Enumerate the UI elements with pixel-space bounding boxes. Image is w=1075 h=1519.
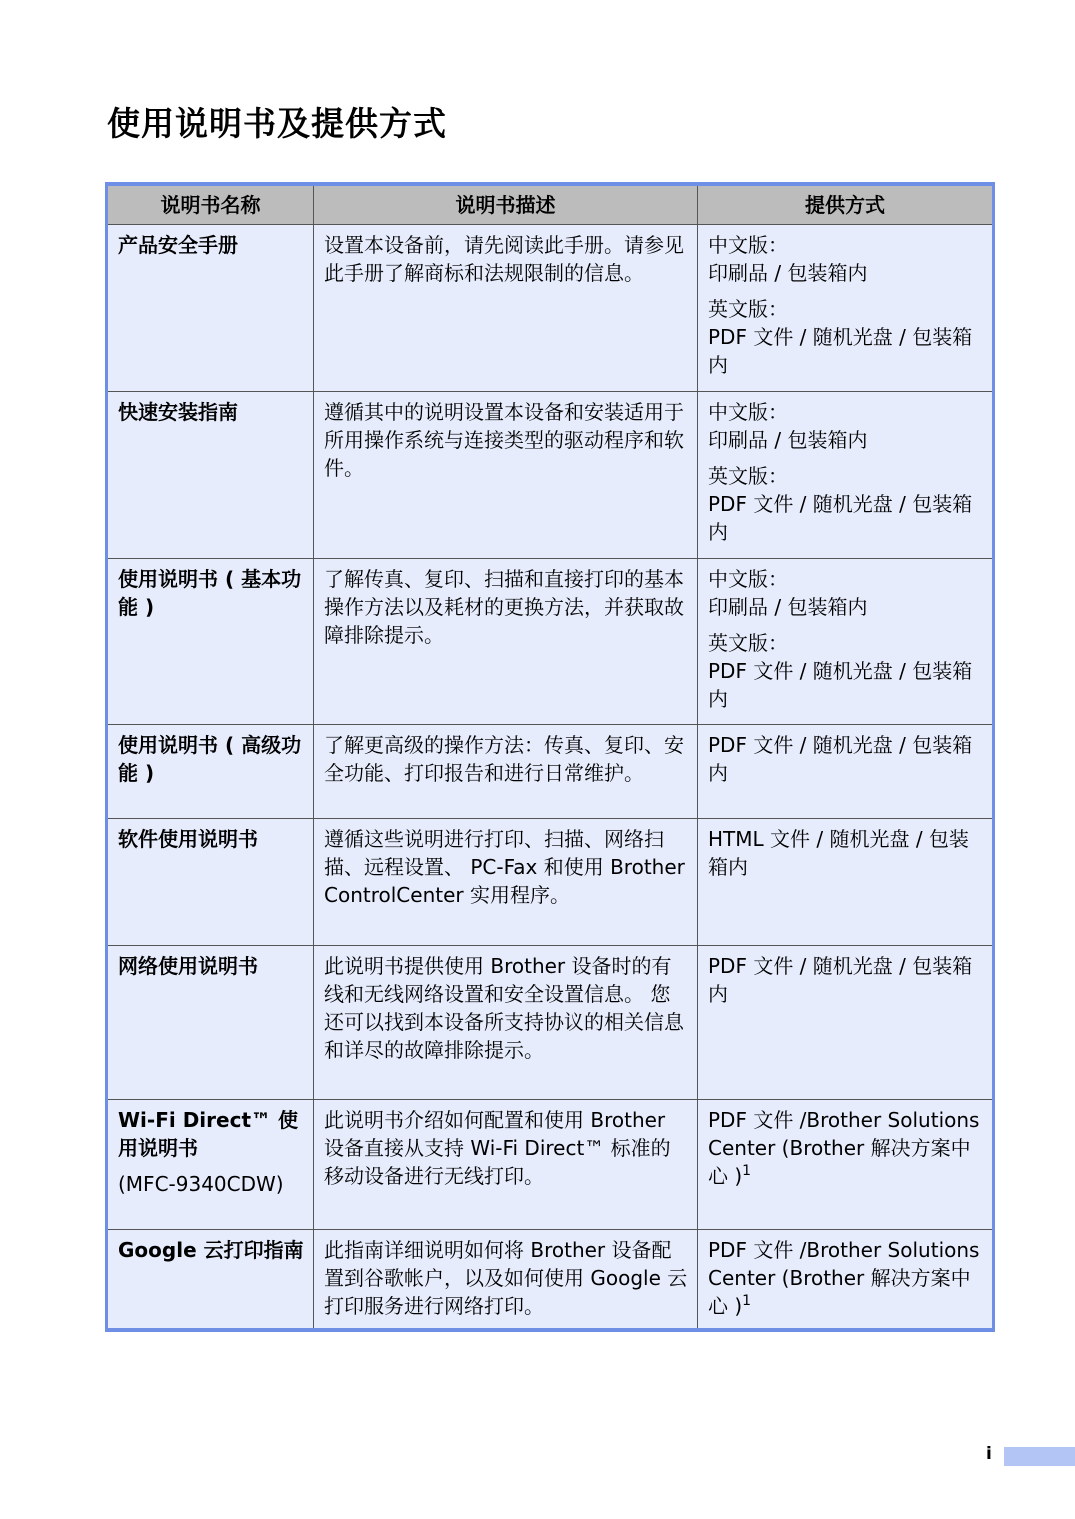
- manual-description: 此指南详细说明如何将 Brother 设备配置到谷歌帐户，以及如何使用 Google 云打印服务进行网络打印。: [314, 1230, 698, 1330]
- delivery-method: [698, 1100, 994, 1230]
- page-tab-marker: [1004, 1447, 1075, 1466]
- header-manual-name: 说明书名称: [107, 184, 314, 225]
- table-row: [107, 1230, 994, 1330]
- chinese-edition-label: 中文版：: [708, 567, 788, 591]
- delivery-method: [698, 559, 994, 725]
- english-edition-value: PDF 文件 / 随机光盘 / 包装箱内: [708, 492, 973, 544]
- manual-name: 快速安装指南: [107, 392, 314, 559]
- delivery-method: PDF 文件 / 随机光盘 / 包装箱内: [698, 725, 994, 819]
- header-manual-description: 说明书描述: [314, 184, 698, 225]
- manual-name: 产品安全手册: [107, 225, 314, 392]
- footnote-marker[interactable]: 1: [742, 1293, 752, 1309]
- table-row: [107, 559, 994, 725]
- manual-description: 此说明书提供使用 Brother 设备时的有线和无线网络设置和安全设置信息。 您还可以找到本设备所支持协议的相关信息和详尽的故障排除提示。: [314, 946, 698, 1100]
- delivery-method: [698, 392, 994, 559]
- chinese-edition-value: 印刷品 / 包装箱内: [708, 595, 868, 619]
- english-edition-label: 英文版：: [708, 297, 788, 321]
- footnote-marker[interactable]: 1: [742, 1163, 752, 1179]
- page-number: i: [986, 1444, 992, 1464]
- manual-name: 使用说明书 ( 高级功能 ): [107, 725, 314, 819]
- manual-name: 网络使用说明书: [107, 946, 314, 1100]
- english-edition-value: PDF 文件 / 随机光盘 / 包装箱内: [708, 659, 973, 711]
- table-row: [107, 946, 994, 1100]
- manual-description: 了解更高级的操作方法：传真、复印、安全功能、打印报告和进行日常维护。: [314, 725, 698, 819]
- delivery-method: [698, 1230, 994, 1330]
- manual-description: 了解传真、复印、扫描和直接打印的基本操作方法以及耗材的更换方法，并获取故障排除提示。: [314, 559, 698, 725]
- manual-description: 遵循其中的说明设置本设备和安装适用于所用操作系统与连接类型的驱动程序和软件。: [314, 392, 698, 559]
- delivery-method: HTML 文件 / 随机光盘 / 包装箱内: [698, 819, 994, 946]
- page-title: 使用说明书及提供方式: [107, 104, 447, 143]
- manual-description: 遵循这些说明进行打印、扫描、网络扫描、远程设置、 PC-Fax 和使用 Brother ControlCenter 实用程序。: [314, 819, 698, 946]
- chinese-edition-label: 中文版：: [708, 400, 788, 424]
- chinese-edition-value: 印刷品 / 包装箱内: [708, 261, 868, 285]
- header-delivery-method: 提供方式: [698, 184, 994, 225]
- manual-description: 设置本设备前，请先阅读此手册。请参见此手册了解商标和法规限制的信息。: [314, 225, 698, 392]
- delivery-method: [698, 225, 994, 392]
- english-edition-label: 英文版：: [708, 464, 788, 488]
- model-number: (MFC-9340CDW): [118, 1172, 284, 1196]
- english-edition-value: PDF 文件 / 随机光盘 / 包装箱内: [708, 325, 973, 377]
- manual-name: 使用说明书 ( 基本功能 ): [107, 559, 314, 725]
- table-header-row: [107, 184, 994, 225]
- manual-name: 软件使用说明书: [107, 819, 314, 946]
- delivery-text: PDF 文件 /Brother Solutions Center (Brother 解决方案中心 ): [708, 1108, 980, 1188]
- table-row: [107, 225, 994, 392]
- manuals-table: [105, 182, 995, 1332]
- chinese-edition-value: 印刷品 / 包装箱内: [708, 428, 868, 452]
- manual-description: 此说明书介绍如何配置和使用 Brother 设备直接从支持 Wi-Fi Direct™ 标准的移动设备进行无线打印。: [314, 1100, 698, 1230]
- delivery-text: PDF 文件 /Brother Solutions Center (Brother 解决方案中心 ): [708, 1238, 980, 1318]
- delivery-method: PDF 文件 / 随机光盘 / 包装箱内: [698, 946, 994, 1100]
- table-row: [107, 1100, 994, 1230]
- chinese-edition-label: 中文版：: [708, 233, 788, 257]
- table-row: [107, 819, 994, 946]
- manual-name: Google 云打印指南: [107, 1230, 314, 1330]
- table-row: [107, 725, 994, 819]
- english-edition-label: 英文版：: [708, 631, 788, 655]
- manual-title: Wi-Fi Direct™ 使用说明书: [118, 1108, 298, 1160]
- manual-name: [107, 1100, 314, 1230]
- table-row: [107, 392, 994, 559]
